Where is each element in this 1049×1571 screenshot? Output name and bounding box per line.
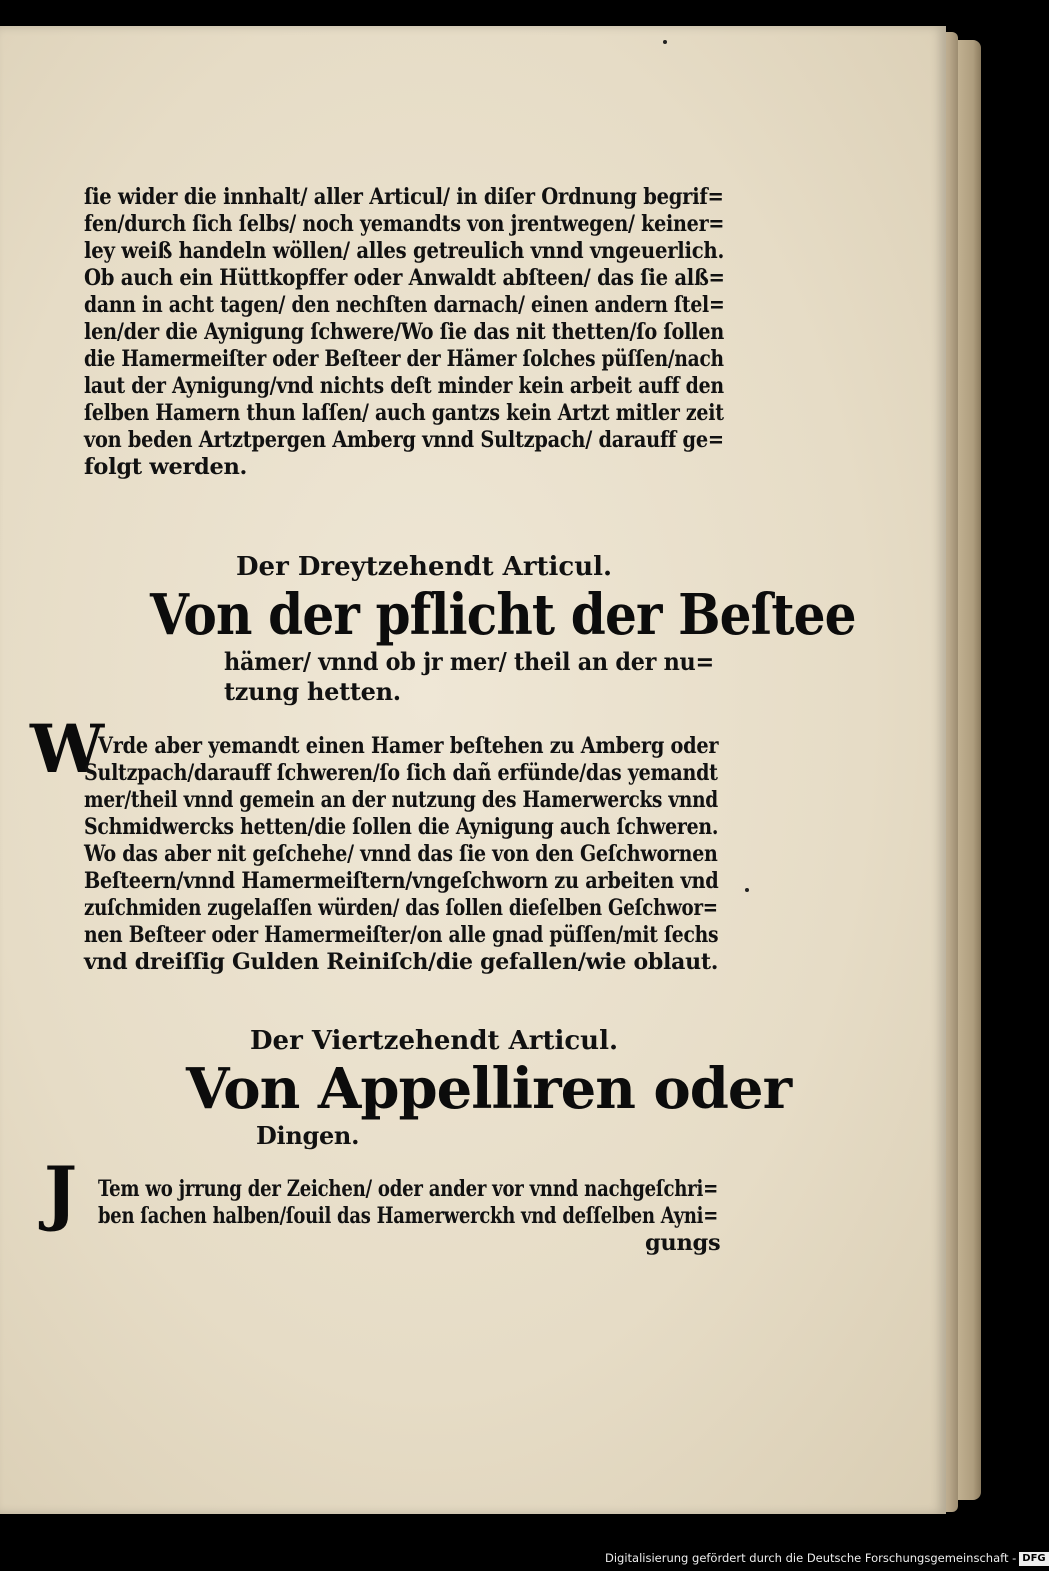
book-page	[0, 26, 946, 1514]
text-line: Schmidwercks hetten/die ſollen die Aynigung auch ſchweren.	[84, 814, 719, 840]
ink-speck	[663, 40, 667, 44]
catchword: gungs	[645, 1230, 721, 1256]
text-line: Ob auch ein Hüttkopffer oder Anwaldt abſteen/ das ſie alß=	[84, 265, 725, 291]
text-line: nen Beſteer oder Hamermeiſter/on alle gnad püſſen/mit ſechs	[84, 922, 719, 948]
text-line: Wo das aber nit geſchehe/ vnnd das ſie von den Geſchwornen	[84, 841, 718, 867]
ink-speck	[745, 888, 749, 892]
text-line: vnd dreiſſig Gulden Reiniſch/die gefallen/wie oblaut.	[84, 949, 719, 975]
text-line: Sultzpach/darauff ſchweren/ſo ſich dañ erfünde/das yemandt	[84, 760, 718, 786]
text-line: laut der Aynigung/vnd nichts deſt minder kein arbeit auff den	[84, 373, 724, 399]
article-title-continuation: hämer/ vnnd ob jr mer/ theil an der nu=	[224, 647, 714, 676]
text-line: len/der die Aynigung ſchwere/Wo ſie das nit thetten/ſo ſollen	[84, 319, 725, 345]
text-line: die Hamermeiſter oder Beſteer der Hämer ſolches püſſen/nach	[84, 346, 724, 372]
text-line: ley weiß handeln wöllen/ alles getreulich vnnd vngeuerlich.	[84, 238, 725, 264]
drop-cap: W	[30, 710, 105, 788]
text-line: dann in acht tagen/ den nechſten darnach/ einen andern ſtel=	[84, 292, 725, 318]
text-line: Tem wo jrrung der Zeichen/ oder ander vor vnnd nachgeſchri=	[98, 1176, 719, 1202]
article-number-heading: Der Dreytzehendt Articul.	[236, 552, 613, 582]
text-line: von beden Artztpergen Amberg vnnd Sultzpach/ darauff ge=	[84, 427, 724, 453]
page-edge-stack-outer	[955, 40, 981, 1500]
article-number-heading: Der Viertzehendt Articul.	[250, 1026, 618, 1056]
article-title-heading: Von Appelliren oder	[186, 1056, 792, 1122]
article-title-heading: Von der pflicht der Beſtee	[150, 582, 856, 648]
article-title-continuation: Dingen.	[256, 1121, 360, 1150]
article-title-continuation: tzung hetten.	[224, 677, 401, 706]
digitization-credit	[605, 1546, 1046, 1571]
text-line: folgt werden.	[84, 454, 248, 480]
text-line: zuſchmiden zugelaſſen würden/ das ſollen dieſelben Geſchwor=	[84, 895, 718, 921]
text-line: fen/durch ſich ſelbs/ noch yemandts von jrentwegen/ keiner=	[84, 211, 725, 237]
text-line: ſelben Hamern thun laſſen/ auch gantzs kein Artzt mitler zeit	[84, 400, 724, 426]
text-line: ben ſachen halben/ſouil das Hamerwerckh vnd deſſelben Ayni=	[98, 1203, 719, 1229]
text-line: Vrde aber yemandt einen Hamer beſtehen zu Amberg oder	[98, 733, 719, 759]
drop-cap: J	[44, 1151, 78, 1234]
dfg-logo: DFG	[1019, 1552, 1048, 1566]
text-line: ſie wider die innhalt/ aller Articul/ in diſer Ordnung begrif=	[84, 184, 724, 210]
text-line: Beſteern/vnnd Hamermeiſtern/vngeſchworn zu arbeiten vnd	[84, 868, 719, 894]
text-line: mer/theil vnnd gemein an der nutzung des Hamerwercks vnnd	[84, 787, 718, 813]
credit-text: Digitalisierung gefördert durch die Deutsche Forschungsgemeinschaft -	[605, 1551, 1017, 1565]
